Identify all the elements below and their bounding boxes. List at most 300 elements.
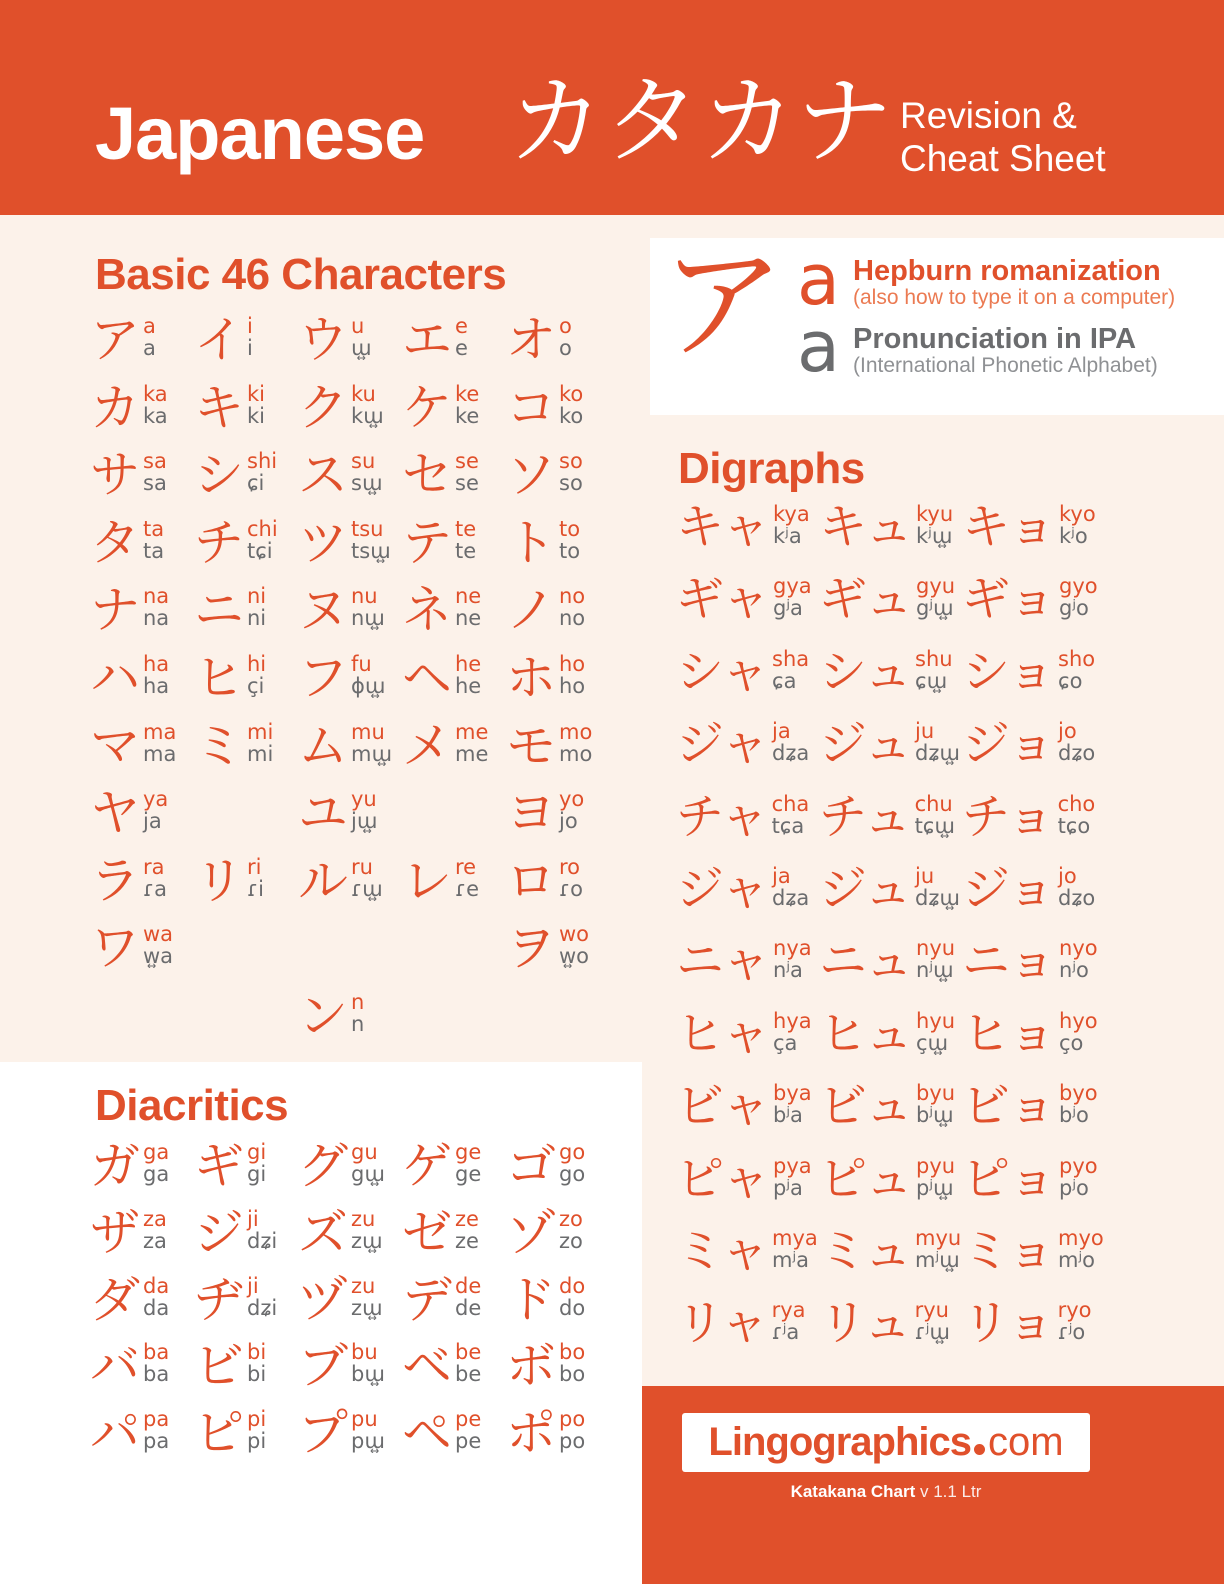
romanization-label: he [455,651,482,676]
katakana-glyph: イ [194,311,242,369]
ipa-label: ni [247,606,267,631]
katakana-glyph: セ [402,446,450,505]
romanization-label: go [559,1140,586,1164]
kana-cell [90,990,194,1058]
ipa-label: dʑi [247,1295,278,1320]
katakana-glyph: ビュ [819,1078,912,1135]
ipa-label: kʲa [773,524,802,548]
ipa-label: pʲo [1059,1175,1089,1200]
kana-cell [194,648,298,720]
romanization-label: e [455,314,468,338]
kana-cell [506,1137,610,1207]
romanization-label: shi [247,449,278,474]
romanization-label: re [455,854,477,879]
logo-dot-icon [974,1444,985,1455]
romanization-label: fu [351,651,372,676]
ipa-label: ha [143,673,170,698]
katakana-glyph: ハ [90,648,138,707]
kana-cell-labels [1058,720,1095,764]
kana-cell-labels [143,1275,169,1319]
diacritics-heading: Diacritics [95,1081,289,1130]
kana-cell [194,1404,298,1474]
ipa-label: ɾʲo [1057,1320,1086,1345]
romanization-label: ma [143,719,177,744]
romanization-label: pe [455,1407,482,1432]
kana-cell-labels [559,450,583,494]
ipa-label: mʲo [1058,1247,1096,1272]
katakana-glyph: ギュ [819,571,912,628]
romanization-label: chu [914,791,953,816]
ipa-label: ta [143,538,165,563]
kana-cell-labels [559,923,589,967]
kana-cell [298,1203,402,1274]
romanization-label: nya [773,936,812,961]
ipa-label: gɯ͍ [351,1162,385,1186]
romanization-label: so [559,449,583,474]
kana-cell-labels [247,1208,277,1252]
kana-cell-labels [455,653,481,697]
kana-cell [506,581,610,652]
romanization-label: se [455,449,479,474]
kana-cell [676,1078,819,1153]
romanization-label: ke [455,381,480,406]
kana-cell [298,784,402,855]
ipa-label: so [559,471,583,496]
legend-sample-kana: ア [660,232,785,377]
kana-cell [402,513,506,585]
kana-cell [298,1337,402,1407]
romanization-label: ni [247,584,267,609]
page-title-english: Japanese [95,92,425,175]
ipa-label: tsɯ͍ [351,538,391,563]
katakana-glyph: ジャ [676,860,768,917]
kana-cell-labels [916,1155,955,1199]
katakana-glyph: ヘ [402,648,450,707]
ipa-label: dʑa [772,885,810,910]
kana-cell [819,571,962,646]
katakana-glyph: ニュ [819,933,912,990]
katakana-glyph: ガ [90,1137,138,1195]
ipa-label: kʲo [1059,524,1088,548]
ipa-label: gʲɯ͍ [916,596,954,621]
romanization-label: ru [351,854,373,879]
katakana-glyph: ピャ [676,1150,769,1207]
ipa-label: po [559,1429,586,1454]
romanization-label: za [143,1206,167,1231]
katakana-glyph: ヒョ [962,1005,1055,1062]
ipa-label: ze [455,1228,479,1253]
katakana-glyph: ナ [90,581,138,640]
kana-cell [819,1150,962,1226]
kana-cell [90,648,194,720]
ipa-label: go [559,1162,586,1186]
romanization-label: ne [455,584,482,609]
katakana-glyph: ニ [194,581,242,640]
logo-wordmark: Lingographics [708,1420,971,1464]
kana-cell-labels [1059,1010,1098,1054]
katakana-glyph: ル [298,851,346,910]
romanization-label: yu [351,787,377,812]
ipa-label: dʑa [772,741,810,766]
kana-cell-labels [1058,865,1095,909]
ipa-label: zo [559,1228,583,1253]
katakana-glyph: ギョ [962,571,1055,628]
kana-cell-labels [143,585,169,629]
kana-cell [90,581,194,652]
page-subtitle [900,94,1106,180]
katakana-glyph: ヒャ [676,1005,769,1062]
katakana-glyph: ジョ [962,716,1054,773]
kana-cell [962,643,1105,719]
katakana-glyph: チ [194,513,242,572]
kana-cell-labels [143,788,168,832]
romanization-label: sa [143,449,167,474]
kana-cell-labels [351,1408,385,1452]
legend-ipa-title: Pronunciation in IPA [853,323,1137,355]
ipa-label: pʲɯ͍ [916,1175,954,1200]
kana-cell-labels [455,585,481,629]
ipa-label: sa [143,471,167,496]
romanization-label: be [455,1340,482,1365]
ipa-label: i [247,336,253,360]
romanization-label: ka [143,381,168,406]
kana-cell [194,851,298,923]
kana-cell-labels [143,518,164,562]
page-title-katakana: カタカナ [508,65,892,177]
kana-cell [506,311,610,382]
romanization-label: ya [143,787,169,812]
romanization-label: sho [1058,646,1096,671]
kana-cell [819,1005,962,1081]
ipa-label: pi [247,1429,267,1454]
kana-cell-labels [455,1408,481,1452]
katakana-glyph: ズ [298,1203,346,1262]
kana-cell-labels [247,1408,266,1452]
katakana-glyph: サ [90,446,138,505]
romanization-label: byo [1059,1081,1098,1106]
kana-cell-labels [1059,937,1098,981]
kana-cell-labels [915,1227,961,1271]
kana-cell-labels [455,518,476,562]
legend-ipa-letter: a [797,306,840,388]
katakana-glyph: ヨ [506,784,554,843]
kana-cell [298,378,402,450]
kana-cell [194,513,298,585]
kana-cell [298,716,402,788]
kana-cell [676,1222,819,1298]
katakana-glyph: シュ [819,643,911,700]
katakana-glyph: バ [90,1337,138,1396]
kana-cell-labels [455,1141,481,1185]
ipa-label: w͍o [559,944,590,969]
kana-cell-labels [559,653,585,697]
kana-cell-labels [916,503,953,547]
romanization-label: hya [773,1008,812,1033]
ipa-label: mi [247,741,274,766]
katakana-glyph: ポ [506,1404,554,1463]
kana-cell [506,716,610,788]
kana-cell-labels [916,937,955,981]
kana-cell [402,378,506,450]
romanization-label: bya [773,1081,812,1106]
kana-cell-labels [559,721,592,765]
katakana-glyph: ラ [90,851,138,910]
kana-cell [962,933,1105,1008]
katakana-glyph: ジュ [819,860,911,917]
romanization-label: gi [247,1140,267,1164]
kana-cell-labels [351,585,385,629]
kana-cell [298,986,402,1058]
katakana-glyph: ゼ [402,1203,450,1262]
kana-cell-labels [351,383,384,427]
ipa-label: mʲɯ͍ [915,1247,960,1272]
romanization-label: ro [559,854,581,879]
kana-cell [194,581,298,652]
legend-hepburn-title: Hepburn romanization [853,255,1161,287]
ipa-label: bɯ͍ [351,1362,385,1387]
katakana-glyph: シャ [676,643,768,700]
romanization-label: hyu [916,1008,956,1033]
lingographics-logo [682,1413,1090,1472]
kana-cell-labels [455,1341,481,1385]
kana-cell [506,919,610,990]
romanization-label: pyu [916,1153,956,1178]
kana-cell-labels [915,865,960,909]
kana-cell [819,1295,962,1370]
katakana-glyph: レ [402,851,450,910]
romanization-label: pya [773,1153,812,1178]
romanization-label: zu [351,1273,376,1298]
ipa-label: jo [559,809,578,834]
ipa-label: se [455,471,479,496]
romanization-label: kyo [1059,502,1096,526]
ipa-label: gi [247,1162,267,1186]
katakana-glyph: モ [506,716,554,775]
katakana-glyph: ギ [194,1137,242,1195]
ipa-label: pa [143,1429,170,1454]
ipa-label: ɕɯ͍ [915,668,948,693]
kana-cell [676,716,819,791]
kana-cell [506,1270,610,1341]
ipa-label: tɕa [771,813,805,838]
kana-cell [402,1337,506,1407]
kana-cell-labels [351,1341,385,1385]
kana-cell-labels [455,383,479,427]
romanization-label: n [351,989,365,1014]
kana-cell [676,1005,819,1081]
ipa-label: mɯ͍ [351,741,392,766]
romanization-label: de [455,1273,482,1298]
katakana-glyph: ニョ [962,933,1055,990]
ipa-label: ka [143,403,168,428]
katakana-glyph: ビョ [962,1078,1055,1135]
romanization-label: cha [771,791,810,816]
kana-cell [819,716,962,791]
katakana-glyph: ス [298,446,346,505]
kana-cell [298,851,402,923]
ipa-label: ɕo [1058,668,1083,693]
katakana-glyph: ケ [402,378,450,437]
kana-cell [298,648,402,720]
ipa-label: zɯ͍ [351,1228,383,1253]
katakana-glyph: ミョ [962,1222,1054,1279]
ipa-label: be [455,1362,482,1387]
kana-cell [90,311,194,382]
romanization-label: nu [351,584,378,609]
kana-cell-labels [247,721,273,765]
romanization-label: ji [247,1273,259,1298]
katakana-glyph: ネ [402,581,450,640]
romanization-label: te [455,516,477,541]
chart-version-caption [682,1482,1090,1501]
kana-cell [506,851,610,923]
romanization-label: tsu [351,516,384,541]
kana-cell [194,922,298,990]
kana-cell [506,378,610,450]
kana-cell [402,648,506,720]
ipa-label: ho [559,673,586,698]
kana-cell-labels [455,1208,479,1252]
kana-cell-labels [559,1275,585,1319]
ipa-label: dʑo [1058,741,1096,766]
kana-cell [298,446,402,517]
ipa-label: pe [455,1429,482,1454]
katakana-glyph: チュ [819,788,910,845]
romanization-label: myu [915,1225,962,1250]
kana-cell [90,1337,194,1407]
katakana-glyph: ヲ [506,919,554,978]
romanization-label: bu [351,1340,378,1365]
romanization-label: ju [915,719,935,744]
kana-cell [506,648,610,720]
kana-cell [962,499,1105,574]
romanization-label: pi [247,1407,267,1432]
ipa-label: zɯ͍ [351,1295,383,1320]
chart-version-number: v 1.1 Ltr [915,1482,982,1501]
romanization-label: ju [915,863,935,888]
romanization-label: ja [772,863,791,888]
kana-cell [298,513,402,585]
ipa-label: de [455,1295,482,1320]
ipa-label: ɕi [247,471,265,496]
romanization-label: wo [559,922,590,947]
kana-cell [90,851,194,923]
katakana-glyph: ビ [194,1337,242,1396]
kana-cell-labels [916,1010,955,1054]
kana-cell-labels [351,856,383,900]
romanization-label: jo [1058,863,1077,888]
katakana-glyph: ソ [506,446,554,505]
katakana-glyph: リャ [676,1295,767,1352]
page-subtitle-line1: Revision & [900,95,1077,136]
basic-46-grid [90,311,610,1058]
kana-cell [194,1270,298,1341]
ipa-label: tɕɯ͍ [914,813,955,838]
katakana-glyph: チョ [962,788,1053,845]
kana-cell-labels [559,1341,585,1385]
katakana-glyph: メ [402,716,450,775]
ipa-label: bʲo [1059,1103,1089,1128]
kana-cell-labels [559,1141,585,1185]
kana-cell [962,571,1105,646]
kana-cell [90,919,194,990]
ipa-label: kʲɯ͍ [916,524,953,548]
ipa-label: gʲo [1059,596,1089,621]
romanization-label: kya [773,502,810,526]
romanization-label: ku [351,381,376,406]
katakana-glyph: シ [194,446,242,505]
ipa-label: ça [773,1030,798,1055]
katakana-glyph: ユ [298,784,346,843]
kana-cell [506,990,610,1058]
katakana-glyph: ジュ [819,716,911,773]
romanization-label: do [559,1273,586,1298]
romanization-label: ryu [914,1298,949,1323]
ipa-label: o [559,336,572,360]
kana-cell-labels [559,856,583,900]
kana-cell-labels [1058,1227,1104,1271]
kana-cell [402,851,506,923]
kana-cell [819,1078,962,1153]
digraphs-heading: Digraphs [678,444,865,493]
katakana-glyph: ヂ [194,1270,242,1329]
romanization-label: hi [247,651,267,676]
ipa-label: pʲa [773,1175,803,1200]
romanization-label: mya [772,1225,818,1250]
legend-hepburn-letter: a [797,239,840,321]
romanization-label: da [143,1273,170,1298]
romanization-label: ga [143,1140,170,1164]
kana-cell [819,643,962,719]
kana-cell-labels [559,585,585,629]
kana-cell-labels [247,653,266,697]
ipa-label: ba [143,1362,170,1387]
kana-cell [962,1150,1105,1226]
kana-cell-labels [772,720,809,764]
ipa-label: sɯ͍ [351,471,383,496]
kana-cell-labels [559,1208,583,1252]
romanization-label: a [143,314,156,338]
katakana-glyph: ギャ [676,571,769,628]
romanization-label: kyu [916,502,954,526]
katakana-glyph: ヒ [194,648,242,707]
ipa-label: çɯ͍ [916,1030,949,1055]
katakana-glyph: ア [90,311,138,369]
romanization-label: o [559,314,572,338]
kana-cell-labels [559,788,584,832]
kana-cell-labels [143,1208,167,1252]
kana-cell-labels [1059,503,1096,547]
kana-cell [962,860,1105,936]
romanization-label: me [455,719,489,744]
kana-cell-labels [143,856,167,900]
kana-cell-labels [351,450,382,494]
romanization-label: bi [247,1340,267,1365]
katakana-glyph: カ [90,378,138,437]
kana-cell-labels [247,1141,266,1185]
romanization-label: ri [247,854,262,879]
kana-cell [90,513,194,585]
romanization-label: zu [351,1206,376,1231]
katakana-glyph: ダ [90,1270,138,1329]
ipa-label: bʲɯ͍ [916,1103,954,1128]
kana-cell-labels [772,793,810,837]
kana-cell-labels [351,315,371,359]
romanization-label: gyo [1059,574,1098,599]
kana-cell-labels [247,450,277,494]
katakana-glyph: ト [506,513,554,572]
romanization-label: na [143,584,170,609]
